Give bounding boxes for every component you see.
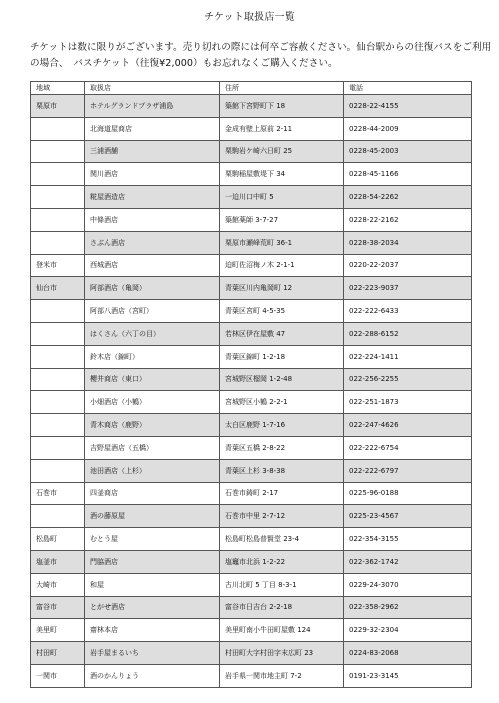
phone-cell: 022-222-6433 [344, 300, 472, 323]
address-cell: 岩手県一関市地主町 7-2 [220, 664, 344, 687]
phone-cell: 022-358-2962 [344, 596, 472, 619]
phone-cell: 0191-23-3145 [344, 664, 472, 687]
phone-cell: 022-288-6152 [344, 322, 472, 345]
table-row [31, 277, 472, 300]
table-row [31, 322, 472, 345]
area-cell: 富谷市 [31, 596, 85, 619]
table-row [31, 231, 472, 254]
area-cell [31, 414, 85, 437]
address-cell: 古川北町 5 丁目 8-3-1 [220, 573, 344, 596]
address-cell: 青葉区宮町 4-5-35 [220, 300, 344, 323]
shop-name-cell: ホテルグランドプラザ浦島 [85, 95, 220, 118]
phone-cell: 0229-24-3070 [344, 573, 472, 596]
table-row [31, 345, 472, 368]
table-body [31, 95, 472, 688]
address-cell: 迫町佐沼梅ノ木 2-1-1 [220, 254, 344, 277]
area-cell: 栗原市 [31, 95, 85, 118]
area-cell: 一関市 [31, 664, 85, 687]
table-row [31, 368, 472, 391]
area-cell [31, 505, 85, 528]
table-row [31, 664, 472, 687]
shop-name-cell: とがせ酒店 [85, 596, 220, 619]
phone-cell: 0225-96-0188 [344, 482, 472, 505]
address-cell: 青葉区錦町 1-2-18 [220, 345, 344, 368]
shop-name-cell: 阿部八酒店（宮町） [85, 300, 220, 323]
shop-name-cell: 酒の藤原屋 [85, 505, 220, 528]
shop-name-cell: 鈴木店（錦町） [85, 345, 220, 368]
phone-cell: 022-251-1873 [344, 391, 472, 414]
phone-cell: 0228-45-2003 [344, 140, 472, 163]
table-row [31, 528, 472, 551]
table-row [31, 163, 472, 186]
address-cell: 青葉区上杉 3-8-38 [220, 459, 344, 482]
phone-cell: 0224-83-2068 [344, 642, 472, 665]
address-cell: 塩竈市北浜 1-2-22 [220, 550, 344, 573]
address-cell: 美里町南小牛田町屋敷 124 [220, 619, 344, 642]
phone-cell: 022-354-3155 [344, 528, 472, 551]
area-cell [31, 436, 85, 459]
intro-text [30, 40, 492, 72]
table-row [31, 208, 472, 231]
area-cell [31, 459, 85, 482]
phone-cell: 022-224-1411 [344, 345, 472, 368]
address-cell: 富谷市日吉台 2-2-18 [220, 596, 344, 619]
intro-line: チケットは数に限りがございます。売り切れの際には何卒ご容赦ください。仙台駅からの往復バスをご利用 [30, 42, 492, 53]
phone-cell: 0228-22-2162 [344, 208, 472, 231]
address-cell: 栗駒岩ケ崎六日町 25 [220, 140, 344, 163]
phone-cell: 0228-44-2009 [344, 117, 472, 140]
area-cell [31, 117, 85, 140]
table-row [31, 459, 472, 482]
address-cell: 若林区伊在屋敷 47 [220, 322, 344, 345]
area-cell: 松島町 [31, 528, 85, 551]
table-row [31, 482, 472, 505]
phone-cell: 022-223-9037 [344, 277, 472, 300]
address-cell: 石巻市中里 2-7-12 [220, 505, 344, 528]
area-cell [31, 391, 85, 414]
phone-cell: 0228-54-2262 [344, 186, 472, 209]
area-cell [31, 300, 85, 323]
address-cell: 一迫川口中町 5 [220, 186, 344, 209]
address-cell: 青葉区五橋 2-8-22 [220, 436, 344, 459]
shop-name-cell: 岩手屋まるいち [85, 642, 220, 665]
phone-cell: 0225-23-4567 [344, 505, 472, 528]
phone-cell: 022-222-6754 [344, 436, 472, 459]
shop-name-cell: 池田酒店（上杉） [85, 459, 220, 482]
area-cell [31, 208, 85, 231]
area-cell [31, 231, 85, 254]
table-header-row [31, 82, 472, 95]
shop-name-cell: 糀屋酒造店 [85, 186, 220, 209]
phone-cell: 022-222-6797 [344, 459, 472, 482]
table-row [31, 550, 472, 573]
table-row [31, 300, 472, 323]
table-row [31, 619, 472, 642]
phone-cell: 022-362-1742 [344, 550, 472, 573]
area-cell: 仙台市 [31, 277, 85, 300]
area-cell: 石巻市 [31, 482, 85, 505]
area-cell: 大崎市 [31, 573, 85, 596]
area-cell [31, 163, 85, 186]
intro-line: の場合、 バスチケット（往復¥2,000）もお忘れなくご購入ください。 [30, 58, 338, 69]
shop-name-cell: 北海道屋商店 [85, 117, 220, 140]
table-row [31, 95, 472, 118]
shop-name-cell: はくさん（六丁の目） [85, 322, 220, 345]
shop-name-cell: 阿部酒店（亀岡） [85, 277, 220, 300]
table-row [31, 391, 472, 414]
phone-cell: 0228-45-1166 [344, 163, 472, 186]
phone-cell: 0220-22-2037 [344, 254, 472, 277]
address-cell: 村田町大字村田字末広町 23 [220, 642, 344, 665]
phone-cell: 022-247-4626 [344, 414, 472, 437]
table-row [31, 140, 472, 163]
area-cell: 塩釜市 [31, 550, 85, 573]
shop-name-cell: 四釜商店 [85, 482, 220, 505]
shop-name-cell: 西城酒店 [85, 254, 220, 277]
shop-name-cell: 酒のかんりょう [85, 664, 220, 687]
phone-cell: 0228-22-4155 [344, 95, 472, 118]
area-cell: 登米市 [31, 254, 85, 277]
address-cell: 石巻市鋳町 2-17 [220, 482, 344, 505]
area-cell: 美里町 [31, 619, 85, 642]
shop-name-cell: 関川酒店 [85, 163, 220, 186]
table-row [31, 414, 472, 437]
table-row [31, 573, 472, 596]
area-cell [31, 322, 85, 345]
address-cell: 金成有壁上原前 2-11 [220, 117, 344, 140]
area-cell [31, 186, 85, 209]
address-cell: 宮城野区小鶴 2-2-1 [220, 391, 344, 414]
table-row [31, 596, 472, 619]
address-cell: 松島町松島普賢堂 23-4 [220, 528, 344, 551]
area-cell [31, 140, 85, 163]
shop-table [30, 81, 472, 688]
header-area: 地域 [31, 82, 85, 95]
table-row [31, 505, 472, 528]
phone-cell: 0229-32-2304 [344, 619, 472, 642]
header-phone: 電話 [344, 82, 472, 95]
area-cell [31, 368, 85, 391]
shop-name-cell: 三浦酒舗 [85, 140, 220, 163]
table-row [31, 642, 472, 665]
address-cell: 築館薬師 3-7-27 [220, 208, 344, 231]
header-shop: 取扱店 [85, 82, 220, 95]
table-row [31, 254, 472, 277]
page-title: チケット取扱店一覧 [204, 12, 295, 23]
table-row [31, 436, 472, 459]
shop-name-cell: 青木商店（鹿野） [85, 414, 220, 437]
table-row [31, 186, 472, 209]
table-row [31, 117, 472, 140]
shop-name-cell: 齋林本店 [85, 619, 220, 642]
address-cell: 宮城野区榴岡 1-2-48 [220, 368, 344, 391]
area-cell [31, 345, 85, 368]
address-cell: 栗原市瀬峰荒町 36-1 [220, 231, 344, 254]
phone-cell: 0228-38-2034 [344, 231, 472, 254]
address-cell: 青葉区川内亀岡町 12 [220, 277, 344, 300]
shop-name-cell: 中條酒店 [85, 208, 220, 231]
shop-name-cell: むとう屋 [85, 528, 220, 551]
area-cell: 村田町 [31, 642, 85, 665]
shop-name-cell: さぶん酒店 [85, 231, 220, 254]
shop-name-cell: 門脇酒店 [85, 550, 220, 573]
address-cell: 築館下宮野町下 18 [220, 95, 344, 118]
header-address: 住所 [220, 82, 344, 95]
address-cell: 太白区鹿野 1-7-16 [220, 414, 344, 437]
address-cell: 栗駒稲屋敷堤下 34 [220, 163, 344, 186]
shop-name-cell: 櫻井商店（東口） [85, 368, 220, 391]
shop-name-cell: 吉野屋酒店（五橋） [85, 436, 220, 459]
shop-name-cell: 和屋 [85, 573, 220, 596]
phone-cell: 022-256-2255 [344, 368, 472, 391]
shop-name-cell: 小畑酒店（小鶴） [85, 391, 220, 414]
